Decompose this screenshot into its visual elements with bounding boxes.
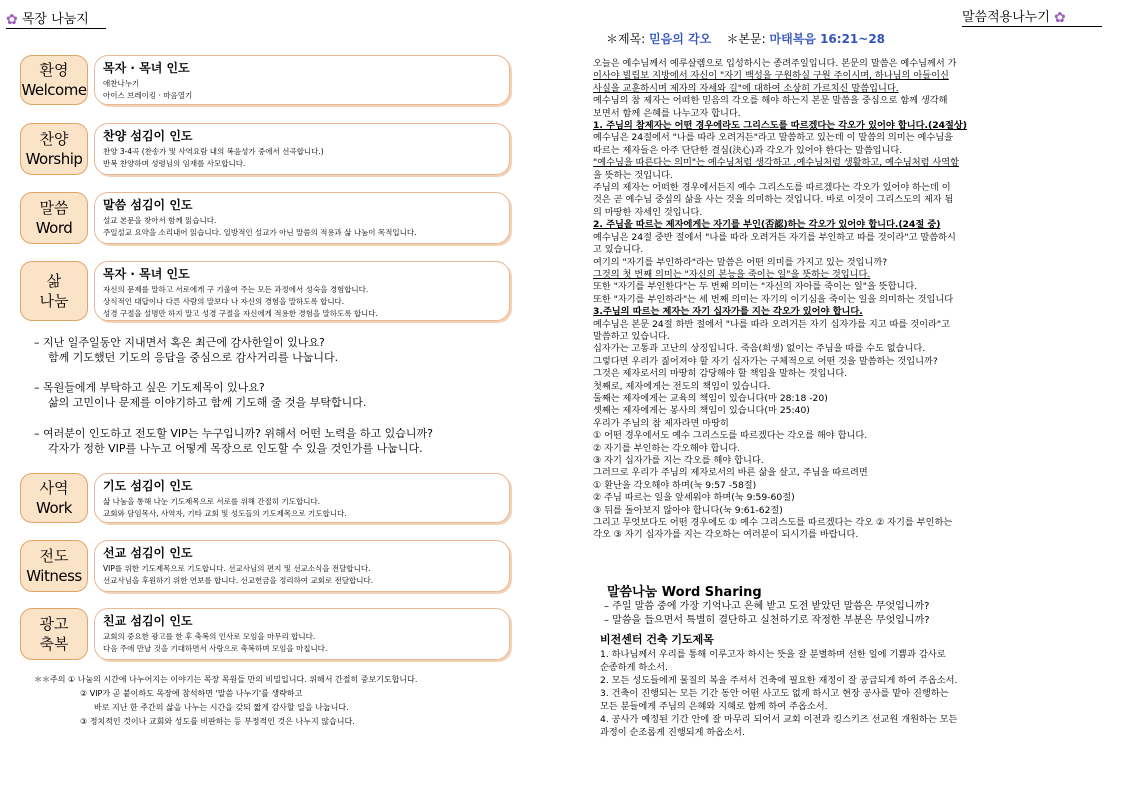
- question-1: [34, 335, 514, 365]
- sermon-line: 오늘은 예수님께서 예루살렘으로 입성하시는 종려주일입니다. 본문의 말씀은 예수님께서 가: [593, 58, 957, 69]
- prayer-item: 과정이 순조롭게 진행되게 하옵소서.: [600, 727, 745, 738]
- section-badge: [20, 123, 88, 175]
- sermon-line: 의 마땅한 자세인 것입니다.: [593, 206, 703, 218]
- section-card: [94, 261, 510, 321]
- question-sub: 각자가 정한 VIP를 나누고 어떻게 목장으로 인도할 수 있을 것인가를 나눕니다.: [48, 442, 423, 455]
- section-card: [94, 123, 510, 175]
- badge-en: Work: [36, 499, 72, 517]
- section-line: 자신의 문제를 말하고 서로에게 구 기울여 주는 모든 과정에서 성숙을 경험합니다.: [103, 285, 369, 294]
- sermon-line: 예수님은 본문 24절 하반 절에서 "나를 따라 오려거든 자기 십자가를 지고 따를 것이라"고: [593, 318, 950, 330]
- question-text: – 지난 일주일동안 지내면서 혹은 최근에 감사한일이 있나요?: [34, 336, 325, 349]
- sermon-line: ② 주님 따르는 일을 앞세워야 하며(눅 9:59-60절): [593, 492, 795, 504]
- sermon-line: ③ 뒤를 돌아보지 않아야 합니다(눅 9:61-62절): [593, 504, 783, 516]
- section-life-sharing: [20, 261, 510, 321]
- section-line: 아이스 브레이킹 · 마음열기: [103, 91, 193, 100]
- badge-en: Welcome: [21, 81, 87, 99]
- badge-ko: 말씀: [39, 199, 69, 217]
- sermon-line: 여기의 "자기를 부인하라"라는 말씀은 어떤 의미를 가지고 있는 것입니까?: [593, 256, 888, 268]
- section-title: 목자 · 목녀 인도: [103, 61, 190, 75]
- section-line: 다음 주에 만날 것을 기대하면서 사랑으로 축복하며 모임을 마칩니다.: [103, 644, 328, 653]
- section-title: 기도 섬김이 인도: [103, 479, 193, 493]
- right-header-rule: [962, 26, 1102, 27]
- section-title: 선교 섬김이 인도: [103, 546, 193, 560]
- section-line: 삶 나눔을 통해 나눈 기도제목으로 서로를 위해 간절히 기도합니다.: [103, 497, 321, 506]
- section-title: 말씀 섬김이 인도: [103, 198, 193, 212]
- sermon-line: 을 뜻하는 것입니다.: [593, 169, 673, 181]
- section-witness: [20, 540, 510, 592]
- badge-ko: 광고: [39, 615, 69, 633]
- badge-ko: 환영: [39, 61, 69, 79]
- sharing-item: – 말씀을 들으면서 특별히 결단하고 실천하기로 작정한 부분은 무엇입니까?: [604, 615, 930, 626]
- left-header-title: 목장 나눔지: [21, 12, 89, 27]
- section-badge: [20, 473, 88, 523]
- section-card: [94, 540, 510, 592]
- section-title: 찬양 섬김이 인도: [103, 129, 193, 143]
- sharing-item: – 주일 말씀 중에 가장 기억나고 은혜 받고 도전 받았던 말씀은 무엇입니까?: [604, 601, 930, 612]
- question-2: [34, 380, 514, 410]
- left-header: [6, 8, 106, 29]
- sermon-line: "예수님을 따른다는 의미"는 예수님처럼 생각하고 ,예수님처럼 생활하고, 예수님처럼 사역함: [593, 157, 960, 169]
- footnote-item: ① 나눔의 시간에 나누어지는 이야기는 목장 목원들 만의 비밀입니다. 위해서 간절히 중보기도합니다.: [68, 675, 418, 684]
- section-card: [94, 55, 510, 105]
- prayer-item: 순종하게 하소서.: [600, 662, 668, 673]
- sermon-meta: [606, 30, 885, 47]
- section-line: 성경 구절을 설명만 하지 말고 성경 구절을 자신에게 적용한 경험을 말하도록 합니다.: [103, 309, 378, 318]
- prayer-item: 2. 모든 성도들에게 물질의 복을 주셔서 건축에 필요한 재정이 잘 공급되게 하여 주옵소서.: [600, 675, 958, 686]
- sermon-line: 2. 주님을 따르는 제자에게는 자기를 부인(否認)하는 각오가 있어야 합니다.(24절 중): [593, 219, 941, 231]
- section-title: 친교 섬김이 인도: [103, 614, 193, 628]
- question-sub: 삶의 고민이나 문제를 이야기하고 함께 기도해 줄 것을 부탁합니다.: [48, 396, 367, 409]
- section-announcement: [20, 608, 510, 660]
- sermon-title-label: ＊제목:: [606, 32, 646, 46]
- badge-en: 나눔: [39, 292, 69, 310]
- sermon-line: 예수님은 24절에서 "나를 따라 오려거든"라고 말씀하고 있는데 이 말씀의 의미는 예수님을: [593, 132, 953, 144]
- section-line: 선교사님을 후원하기 위한 연보를 합니다. 선교헌금을 정리하여 교회로 전달합니다.: [103, 576, 374, 585]
- sermon-line: 각오 ③ 자기 십자가를 지는 각오하는 여러분이 되시기를 바랍니다.: [593, 529, 859, 541]
- section-word: [20, 192, 510, 244]
- sermon-line: 셋째는 제자에게는 봉사의 책임이 있습니다(마 25:40): [593, 405, 810, 417]
- badge-en: Witness: [26, 567, 82, 585]
- prayer-item: 모든 분들에게 주님의 은혜와 지혜로 함께 하여 주옵소서.: [600, 701, 828, 712]
- sermon-title-value: 믿음의 각오: [649, 32, 712, 46]
- badge-en: Word: [35, 219, 73, 237]
- word-sharing-list: [604, 600, 1064, 628]
- right-header: [962, 6, 1102, 27]
- sermon-body: [593, 58, 1053, 542]
- section-line: 찬양 3-4곡 (찬송가 및 사역요람 내의 복음성가 중에서 선곡합니다.): [103, 147, 324, 156]
- sermon-line: 것은 곧 예수님 중심의 삶을 사는 것을 의미하는 것입니다. 바로 이것이 그리스도의 제자 됨: [593, 194, 954, 206]
- section-line: VIP를 위한 기도제목으로 기도합니다. 선교사님의 편지 및 선교소식을 전달합니다.: [103, 564, 371, 573]
- prayer-item: 1. 하나님께서 우리를 통해 이루고자 하시는 뜻을 잘 분별하며 선한 일에 기쁨과 감사로: [600, 649, 946, 660]
- sermon-line: 따르는 제자들은 아주 단단한 결심(決心)과 각오가 있어야 한다는 말씀입니다.: [593, 144, 903, 156]
- sermon-line: 그것은 제자로서의 마땅히 감당해야 할 책임을 말하는 것입니다.: [593, 368, 848, 380]
- badge-ko: 삶: [46, 272, 62, 290]
- sermon-line: 십자가는 고통과 고난의 상징입니다. 죽음(희생) 없이는 주님을 따를 수도 없습니다.: [593, 343, 926, 355]
- section-work: [20, 473, 510, 523]
- badge-ko: 찬양: [39, 130, 69, 148]
- sermon-text-label: ＊본문:: [726, 32, 766, 46]
- section-badge: [20, 608, 88, 660]
- sermon-text-value: 마태복음 16:21~28: [769, 32, 886, 46]
- flower-icon: ✿: [1054, 9, 1066, 26]
- prayer-item: 3. 건축이 진행되는 모든 기간 동안 어떤 사고도 없게 하시고 현장 공사를 맡아 진행하는: [600, 688, 949, 699]
- prayer-title: 비전센터 건축 기도제목: [600, 633, 714, 646]
- badge-en: 축복: [39, 635, 69, 653]
- section-line: 애찬나누기: [103, 79, 140, 88]
- badge-ko: 사역: [39, 479, 69, 497]
- footnote-item: 바로 지난 한 주간의 삶을 나누는 시간을 갖되 짧게 감사할 일을 나눕니다.: [94, 703, 349, 712]
- sermon-line: 그리고 무엇보다도 어떤 경우에도 ① 예수 그리스도를 따르겠다는 각오 ② 자기를 부인하는: [593, 517, 953, 529]
- footnote-item: ② VIP가 곧 붙이하도 목장에 참석하면 '말씀 나누기'를 생략하고: [80, 689, 303, 698]
- sermon-line: ① 어떤 경우에서도 예수 그리스도를 따르겠다는 각오를 해야 합니다.: [593, 430, 868, 442]
- section-badge: [20, 192, 88, 244]
- sermon-line: 사실을 교훈하시며 제자의 자세와 길"에 대하여 소상히 가르치신 말씀입니다.: [593, 82, 899, 94]
- sermon-line: 보면서 함께 은혜를 나누고자 합니다.: [593, 107, 741, 119]
- footnote-row: [34, 673, 514, 687]
- section-line: 교회의 중요한 광고를 한 후 축복의 인사로 모임을 마무리 합니다.: [103, 632, 316, 641]
- sermon-line: 또한 "자기를 부인하라"는 세 번째 의미는 자기의 이기심을 죽이는 일을 의미하는 것입니다: [593, 293, 954, 305]
- sermon-line: ③ 자기 십자가를 지는 각오를 해야 합니다.: [593, 455, 764, 466]
- sermon-line: 그것의 첫 번째 의미는 "자신의 본능을 죽이는 일"을 뜻하는 것입니다.: [593, 268, 871, 280]
- sermon-line: 그러므로 우리가 주님의 제자로서의 바른 삶을 살고, 주님을 따르려면: [593, 467, 868, 479]
- sermon-line: 또한 "자기를 부인한다"는 두 번째 의미는 "자신의 자아를 죽이는 일"을 뜻합니다.: [593, 281, 918, 293]
- section-card: [94, 192, 510, 244]
- footnotes: [34, 673, 514, 729]
- sermon-line: 말씀하고 있습니다.: [593, 330, 670, 342]
- section-line: 주일설교 요약을 소리내어 읽습니다. 일방적인 설교가 아닌 말씀의 적용과 삶 나눔이 목적입니다.: [103, 228, 417, 237]
- section-card: [94, 608, 510, 660]
- section-worship: [20, 123, 510, 175]
- word-sharing-title: 말씀나눔 Word Sharing: [607, 585, 762, 600]
- sermon-line: 첫째로, 제자에게는 전도의 책임이 있습니다.: [593, 380, 771, 392]
- section-line: 반복 찬양하며 성령님의 임재를 사모합니다.: [103, 159, 246, 168]
- right-header-title: 말씀적용나누기: [962, 10, 1050, 25]
- question-text: – 여러분이 인도하고 전도할 VIP는 누구입니까? 위해서 어떤 노력을 하고 있습니까?: [34, 427, 433, 440]
- sermon-line: 3.주님의 따르는 제자는 자기 십자가를 지는 각오가 있어야 합니다.: [593, 306, 863, 318]
- prayer-list: [600, 648, 1040, 739]
- sermon-line: 예수님의 참 제자는 어떠한 믿음의 각오를 해야 하는지 본문 말씀을 중심으로 함께 생각해: [593, 95, 948, 107]
- section-welcome: [20, 55, 510, 105]
- flower-icon: ✿: [6, 11, 18, 28]
- footnote-item: ③ 정치적인 것이나 교회와 성도를 비판하는 등 부정적인 것은 나누지 않습니다.: [80, 717, 355, 726]
- badge-en: Worship: [25, 150, 83, 168]
- question-sub: 함께 기도했던 기도의 응답을 중심으로 감사거리를 나눕니다.: [48, 351, 339, 364]
- sermon-line: 우리가 주님의 참 제자라면 마땅히: [593, 417, 729, 429]
- sermon-line: 둘째는 제자에게는 교육의 책임이 있습니다(마 28:18 -20): [593, 392, 828, 404]
- badge-ko: 전도: [39, 547, 69, 565]
- sermon-line: ② 자기를 부인하는 각오해야 합니다.: [593, 442, 741, 454]
- section-badge: [20, 261, 88, 321]
- section-card: [94, 473, 510, 523]
- section-line: 상식적인 대답이나 다른 사람의 말보다 나 자신의 경험을 말하도록 합니다.: [103, 297, 345, 306]
- sermon-line: 예수님은 24절 중반 절에서 "나를 따라 오려거든 자기를 부인하고 따를 것이라"고 말씀하시: [593, 231, 956, 243]
- section-badge: [20, 55, 88, 105]
- section-line: 교회와 담임목사, 사역자, 기타 교회 및 성도들의 기도제목으로 기도합니다.: [103, 509, 347, 518]
- sermon-line: 1. 주님의 참제자는 어떤 경우에라도 그리스도를 따르겠다는 각오가 있어야 합니다.(24절상): [593, 120, 967, 132]
- sermon-line: 그렇다면 우리가 짊어져야 할 자기 십자가는 구체적으로 어떤 것을 말씀하는 것입니까?: [593, 355, 938, 367]
- sermon-line: ① 환난을 각오해야 하며(눅 9:57 -58절): [593, 479, 757, 491]
- section-line: 설교 본문을 찾아서 함께 읽습니다.: [103, 216, 217, 225]
- question-text: – 목원들에게 부탁하고 싶은 기도제목이 있나요?: [34, 381, 265, 394]
- question-3: [34, 426, 514, 456]
- prayer-item: 4. 공사가 예정된 기간 안에 잘 마무리 되어서 교회 이전과 킹스키즈 선교원 개원하는 모든: [600, 714, 958, 725]
- footnote-lead: ＊＊주의: [34, 675, 66, 684]
- left-header-rule: [6, 28, 106, 29]
- sermon-line: 주님의 제자는 어떠한 경우에서든지 예수 그리스도를 따르겠다는 각오가 있어야 하는데 이: [593, 182, 951, 194]
- section-badge: [20, 540, 88, 592]
- sermon-line: 고 있습니다.: [593, 244, 644, 256]
- sermon-line: 이사야 빌립보 지방에서 자신이 "자기 백성을 구원하실 구원 주이시며, 하나님의 아들이신: [593, 70, 949, 82]
- section-title: 목자 · 목녀 인도: [103, 267, 190, 281]
